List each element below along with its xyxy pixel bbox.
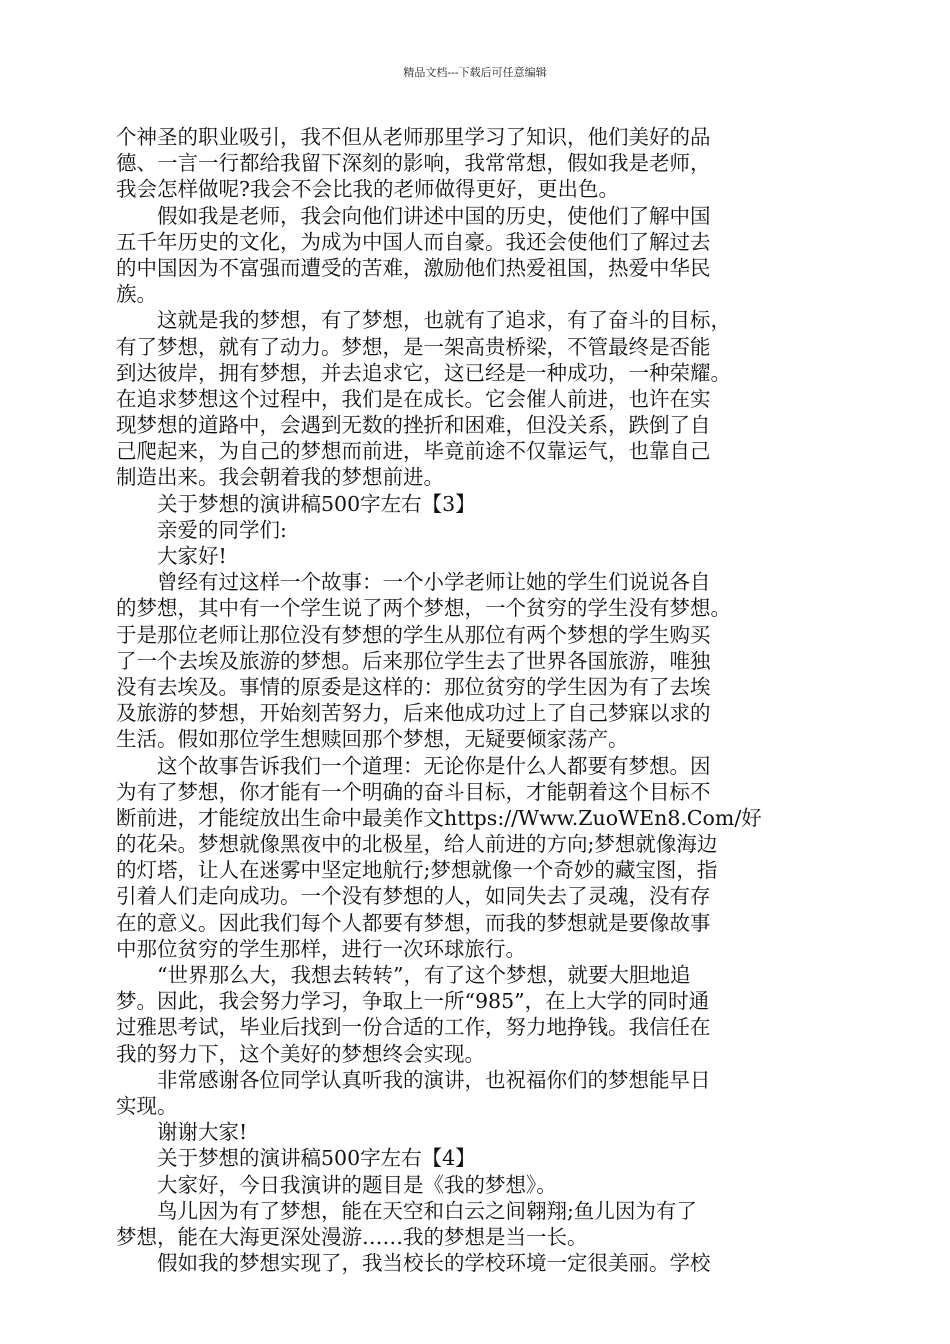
text-line: 在的意义。因此我们每个人都要有梦想，而我的梦想就是要像故事 <box>116 910 711 935</box>
text-line: 非常感谢各位同学认真听我的演讲，也祝福你们的梦想能早日 <box>116 1067 711 1092</box>
text-line: 谢谢大家! <box>116 1120 248 1145</box>
text-line: 鸟儿因为有了梦想，能在天空和白云之间翱翔;鱼儿因为有了 <box>116 1198 697 1223</box>
text-line: 五千年历史的文化，为成为中国人而自豪。我还会使他们了解过去 <box>116 229 711 254</box>
text-line: 梦。因此，我会努力学习，争取上一所“985”，在上大学的同时通 <box>116 989 710 1014</box>
text-line: 大家好! <box>116 544 227 568</box>
section-heading: 关于梦想的演讲稿500字左右【4】 <box>116 1146 476 1171</box>
text-line: 到达彼岸，拥有梦想，并去追求它，这已经是一种成功，一种荣耀。 <box>116 360 731 385</box>
text-line: 了一个去埃及旅游的梦想。后来那位学生去了世界各国旅游，唯独 <box>116 648 711 673</box>
text-line: 假如我的梦想实现了，我当校长的学校环境一定很美丽。学校 <box>116 1251 711 1276</box>
text-line: 亲爱的同学们: <box>116 517 287 542</box>
text-line: 大家好，今日我演讲的题目是《我的梦想》。 <box>116 1172 557 1197</box>
text-line: 在追求梦想这个过程中，我们是在成长。它会催人前进，也许在实 <box>116 386 711 411</box>
text-line: 为有了梦想，你才能有一个明确的奋斗目标，才能朝着这个目标不 <box>116 779 711 804</box>
text-line: 德、一言一行都给我留下深刻的影响，我常常想，假如我是老师， <box>116 151 711 176</box>
text-line: 族。 <box>116 282 157 307</box>
text-line: 实现。 <box>116 1093 178 1118</box>
text-line: 己爬起来，为自己的梦想而前进，毕竟前途不仅靠运气，也靠自己 <box>116 439 711 464</box>
text-line: 我的努力下，这个美好的梦想终会实现。 <box>116 1041 485 1066</box>
section-heading: 关于梦想的演讲稿500字左右【3】 <box>116 491 476 516</box>
page-header: 精品文档---下载后可任意编辑 <box>403 66 547 79</box>
text-line: 这就是我的梦想，有了梦想，也就有了追求，有了奋斗的目标， <box>116 308 731 333</box>
text-line: 个神圣的职业吸引，我不但从老师那里学习了知识，他们美好的品 <box>116 125 711 149</box>
text-line: 这个故事告诉我们一个道理：无论你是什么人都要有梦想。因 <box>116 753 711 778</box>
text-line: “世界那么大，我想去转转”，有了这个梦想，就要大胆地追 <box>116 963 691 987</box>
text-line: 有了梦想，就有了动力。梦想，是一架高贵桥梁，不管最终是否能 <box>116 334 711 359</box>
text-line: 的花朵。梦想就像黑夜中的北极星，给人前进的方向;梦想就像海边 <box>116 832 718 857</box>
text-line: 我会怎样做呢?我会不会比我的老师做得更好，更出色。 <box>116 177 619 202</box>
text-line: 假如我是老师，我会向他们讲述中国的历史，使他们了解中国 <box>116 203 711 228</box>
text-line: 梦想，能在大海更深处漫游……我的梦想是当一长。 <box>116 1224 588 1249</box>
text-line: 没有去埃及。事情的原委是这样的：那位贫穷的学生因为有了去埃 <box>116 674 711 699</box>
document-body <box>116 124 836 1276</box>
text-line: 现梦想的道路中，会遇到无数的挫折和困难，但没关系，跌倒了自 <box>116 413 711 438</box>
text-line: 引着人们走向成功。一个没有梦想的人，如同失去了灵魂，没有存 <box>116 884 711 909</box>
text-line: 的灯塔，让人在迷雾中坚定地航行;梦想就像一个奇妙的藏宝图，指 <box>116 858 718 883</box>
text-line: 的梦想，其中有一个学生说了两个梦想，一个贫穷的学生没有梦想。 <box>116 596 731 621</box>
text-line: 的中国因为不富强而遭受的苦难，激励他们热爱祖国，热爱中华民 <box>116 255 711 280</box>
text-line: 断前进，才能绽放出生命中最美作文https://Www.ZuoWEn8.Com/好 <box>116 805 762 830</box>
text-line: 及旅游的梦想，开始刻苦努力，后来他成功过上了自己梦寐以求的 <box>116 701 711 726</box>
text-line: 过雅思考试，毕业后找到一份合适的工作，努力地挣钱。我信任在 <box>116 1015 711 1040</box>
text-line: 曾经有过这样一个故事：一个小学老师让她的学生们说说各自 <box>116 570 711 595</box>
text-line: 中那位贫穷的学生那样，进行一次环球旅行。 <box>116 936 526 961</box>
text-line: 于是那位老师让那位没有梦想的学生从那位有两个梦想的学生购买 <box>116 622 711 647</box>
text-line: 制造出来。我会朝着我的梦想前进。 <box>116 465 444 490</box>
text-line: 生活。假如那位学生想赎回那个梦想，无疑要倾家荡产。 <box>116 727 629 752</box>
